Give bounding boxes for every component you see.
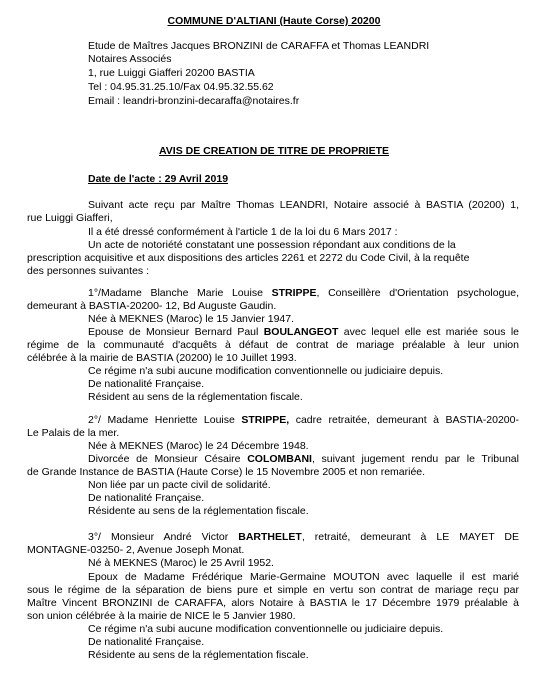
person2-line: Non liée par un pacte civil de solidarité. [88,479,271,491]
etude-address: 1, rue Luiggi Giafferi 20200 BASTIA [88,67,255,79]
person2-line: Le Palais de la mer. [27,427,120,439]
person1-line: Résident au sens de la réglementation fiscale. [88,391,303,403]
etude-subtitle: Notaires Associés [88,53,172,65]
person3-line: son union célébrée à la mairie de NICE le 5 Janvier 1980. [27,610,296,622]
person1-surname: STRIPPE [271,287,317,299]
person1-spouse-surname: BOULANGEOT [263,326,339,338]
person3-line: Ce régime n'a subi aucune modification conventionnelle ou judiciaire depuis. [88,623,444,635]
person3-line: Epoux de Madame Frédérique Marie-Germaine MOUTON avec laquelle il est marié [88,571,519,583]
person3-surname: BARTHELET [238,531,302,543]
acte-date: Date de l'acte : 29 Avril 2019 [88,173,229,185]
person1-line: De nationalité Française. [88,378,205,390]
person1-line: Ce régime n'a subi aucune modification conventionnelle ou judiciaire depuis. [88,365,444,377]
person3-line: sous le régime de la séparation de biens pure et simple en vertu son contrat de mariage reçu par [27,584,519,596]
person1-line: demeurant à BASTIA-20200- 12, Bd Auguste Gaudin. [27,300,277,312]
person3-line: De nationalité Française. [88,636,205,648]
person1-line: Epouse de Monsieur Bernard Paul BOULANGEOT avec lequel elle est mariée sous le [88,326,520,338]
person3-line: Né à MEKNES (Maroc) le 25 Avril 1952. [88,557,274,569]
etude-name: Etude de Maîtres Jacques BRONZINI de CARAFFA et Thomas LEANDRI [88,40,430,52]
intro-line: des personnes suivantes : [27,265,149,277]
person2-exspouse-surname: COLOMBANI [247,453,312,465]
person3-line: MONTAGNE-03250- 2, Avenue Joseph Monat. [27,544,245,556]
commune-heading: COMMUNE D'ALTIANI (Haute Corse) 20200 [167,15,381,27]
etude-phone: Tel : 04.95.31.25.10/Fax 04.95.32.55.62 [88,81,274,93]
intro-line: rue Luiggi Giafferi, [27,212,113,224]
person2-line: Née à MEKNES (Maroc) le 24 Décembre 1948. [88,440,309,452]
person3-line: 3°/ Monsieur André Victor BARTHELET, retraité, demeurant à LE MAYET DE [88,531,520,543]
avis-title: AVIS DE CREATION DE TITRE DE PROPRIETE [158,145,390,157]
person3-line: Maître Vincent BRONZINI de CARAFFA, alors Notaire à BASTIA le 17 Décembre 1979 préalable à [27,597,519,609]
person1-line: régime de la communauté d'acquêts à défaut de contrat de mariage préalable à leur union [27,339,519,351]
person1-line: 1°/Madame Blanche Marie Louise STRIPPE, Conseillère d'Orientation psychologue, [88,287,520,299]
person2-surname: STRIPPE, [241,414,290,426]
person2-line: 2°/ Madame Henriette Louise STRIPPE, cadre retraitée, demeurant à BASTIA-20200- [88,414,519,426]
etude-email: Email : leandri-bronzini-decaraffa@notaires.fr [88,95,300,107]
person2-line: De nationalité Française. [88,492,205,504]
intro-line: Un acte de notoriété constatant une possession répondant aux conditions de la [88,239,456,251]
person1-line: célébrée à la mairie de BASTIA (20200) le 10 Juillet 1993. [27,352,297,364]
intro-line: prescription acquisitive et aux dispositions des articles 2261 et 2272 du Code Civil, à la requête [27,252,470,264]
intro-line: Il a été dressé conformément à l'article 1 de la loi du 6 Mars 2017 : [88,226,398,238]
person3-line: Résidente au sens de la réglementation fiscale. [88,649,309,661]
person1-line: Née à MEKNES (Maroc) le 15 Janvier 1947. [88,313,295,325]
person2-line: Résidente au sens de la réglementation fiscale. [88,505,309,517]
intro-line: Suivant acte reçu par Maître Thomas LEANDRI, Notaire associé à BASTIA (20200) 1, [88,199,519,211]
person2-line: de Grande Instance de BASTIA (Haute Corse) le 15 Novembre 2005 et non remariée. [27,466,426,478]
person2-line: Divorcée de Monsieur Césaire COLOMBANI, suivant jugement rendu par le Tribunal [88,453,519,465]
